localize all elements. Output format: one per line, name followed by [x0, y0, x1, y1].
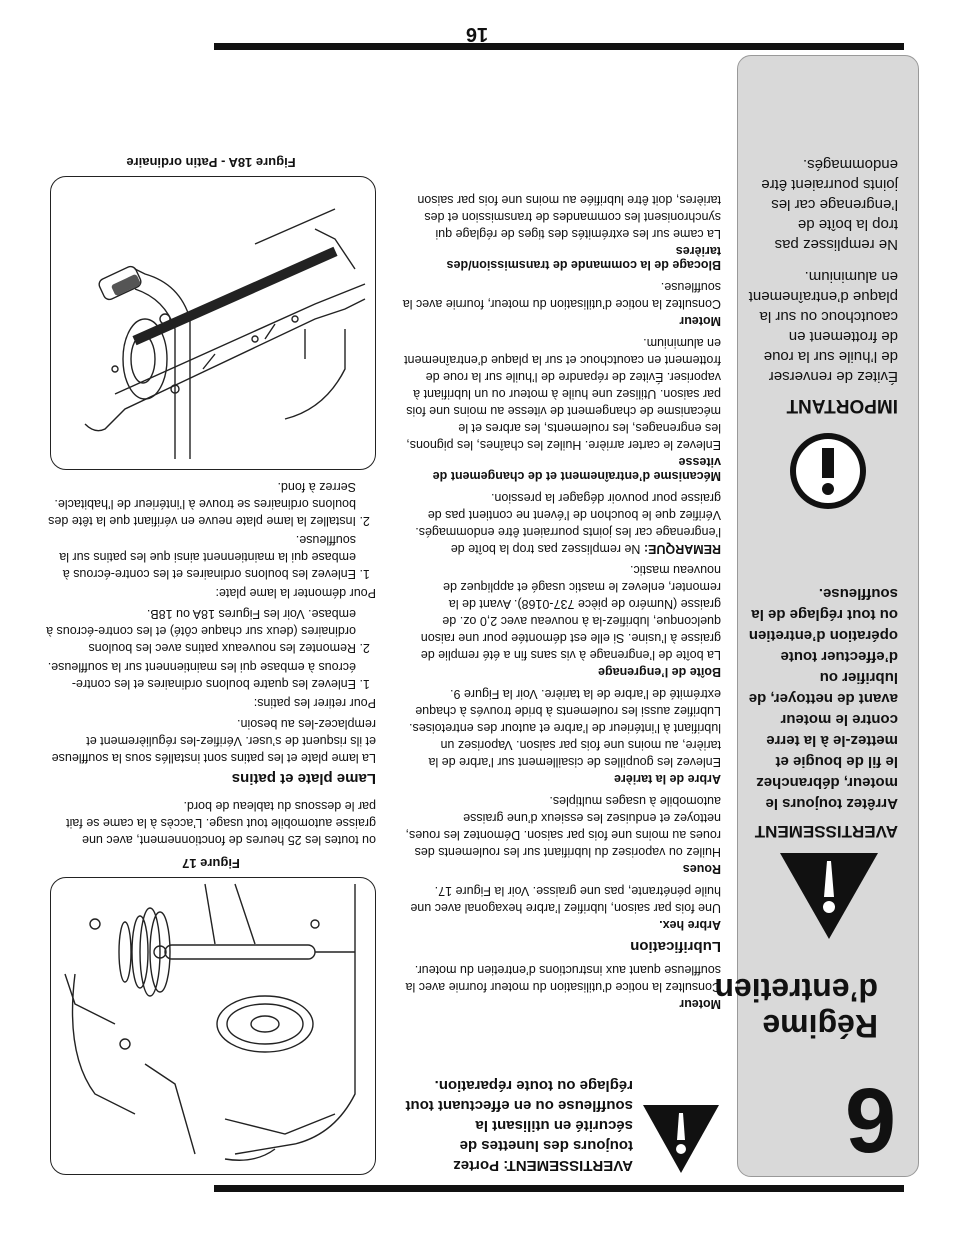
- middle-column: [401, 55, 721, 1175]
- patins-step: 1. Enlevez les quatre boulons ordinaires et les contre-écrous à embase qui les maintiennent sur la souffleuse.: [46, 658, 356, 692]
- roues-text: Huilez ou vaporisez du lubrifiant sur les roulements des roues au moins une fois par saison. Démontez les roues, nettoyez et enduisez les essieux d’une graisse automobile à usages multiples.: [405, 794, 721, 859]
- remarque-label: REMARQUE:: [643, 542, 721, 556]
- lame-heading: Lame plate et patins: [231, 770, 376, 787]
- tariere-text: Enlevez les goupilles de cisaillement sur l’arbre de la tarière, au moins une fois par saison. Vaporisez un lubrifiant à l’intérieur de l’arbre et autour des entretoises. Lubrifiez aussi les roulements à bride trouvés à chaque extrémité de l’arbre de la tarière. Voir la Figure 9.: [409, 687, 721, 769]
- boite-text: La boîte de l’engrenage à vis sans fin a été remplie de graisse à l’usine. Si elle est démontée pour une raison quelconque, lubrifiez-la à nouveau avec 2,0 oz. de graisse (Numéro de pièce 737-0168). Avant de la remonter, enlevez le mastic usagé et appliquez de nouveau mastic.: [420, 563, 721, 662]
- right-column: [46, 55, 376, 1175]
- mecanisme-text: Enlevez le carter arrière. Huilez les chaînes, les pignons, les engrenages, les roulements, les arbres et le mécanisme de changement de vitesse au moins une fois par saison. Utilisez une huile à moteur ou un lubrifiant à vaporiser. Évitez de répandre de l’huile sur la roue de frottement en caoutchouc et sur la plaque d’entraînement en aluminium.: [404, 336, 721, 452]
- lame-step: 1. Enlevez les boulons ordinaires et les contre-écrous à embase qui la maintiennent ainsi que les patins sur la souffleuse.: [46, 531, 356, 582]
- sidebar-important-heading: IMPORTANT: [786, 395, 898, 416]
- page-number: 16: [465, 23, 489, 45]
- boite-heading: Boîte de l’engrenage: [598, 665, 721, 679]
- mecanisme-heading: Mécanisme d’entraînement et de changement de vitesse: [432, 455, 721, 483]
- patins-step: 2. Remontez les nouveaux patins avec les boulons ordinaires (deux sur chaque côté) et les contre-écrous à embase. Voir les Figures 18A ou 18B.: [46, 605, 356, 656]
- lame-lead: Pour démonter la lame plate:: [215, 586, 376, 600]
- patins-lead: Pour retirer les patins:: [253, 696, 376, 710]
- top-rule: [214, 1185, 904, 1192]
- chapter-title-line2: d’entretien: [714, 972, 878, 1008]
- lubrification-heading: Lubrification: [630, 938, 721, 955]
- sidebar-important-body: [748, 154, 898, 386]
- warning-triangle-icon: [641, 1103, 721, 1175]
- patins-steps: [46, 605, 376, 692]
- arbre-hex-heading: Arbre hex.: [659, 918, 721, 932]
- roues-heading: Roues: [682, 862, 721, 876]
- moteur2-text: Consultez la notice d’utilisation du moteur, fournie avec la souffleuse.: [402, 280, 721, 311]
- figure-18a-illustration: [50, 176, 376, 470]
- blocage-text: La came sur les extrémités des tiges de réglage qui synchronisent les commandes de transmission et des tarières, doit être lubrifiée au moins une fois par saison: [417, 193, 721, 241]
- figure-18a-caption: Figure 18A - Patin ordinaire: [126, 155, 296, 170]
- moteur-text: Consultez la notice d’utilisation du moteur fournie avec la souffleuse quant aux instructions d’entretien du moteur.: [405, 963, 721, 994]
- chapter-number: 6: [844, 1069, 896, 1171]
- figure-17-illustration: [50, 877, 376, 1175]
- chapter-title: [714, 972, 878, 1044]
- chapter-sidebar: [714, 55, 919, 1177]
- moteur-heading: Moteur: [679, 997, 721, 1011]
- remarque-text: Ne remplissez pas trop la boîte de l’engrenage car les joints pourraient être endommagés. Vérifiez que le bouchon de l’évent ne contient pas de graisse pour pouvoir dégager la pression.: [415, 491, 721, 556]
- tariere-heading: Arbre de la tarière: [614, 772, 721, 786]
- chapter-title-line1: Régime: [762, 1008, 878, 1044]
- important-info-icon: [788, 431, 868, 511]
- hex-shaft-drawing: [51, 878, 375, 1174]
- safety-warning-box: [401, 1017, 721, 1175]
- warning-triangle-icon: [778, 851, 880, 941]
- sidebar-important-text-2: Ne remplissez pas trop la boîte de l’engrenage car les joints pourraient être endommagés.: [761, 156, 898, 253]
- figure-17-caption: Figure 17: [182, 856, 240, 871]
- figure-17-continued-text: ou toutes les 25 heures de fonctionnement, avec une graisse automobile tout usage. L’accès à la came se fait par le dessous du tableau de bord.: [66, 799, 376, 847]
- blocage-heading: Blocage de la commande de transmission/des tarières: [446, 244, 721, 272]
- lame-step: 2. Installez la lame plate neuve en vérifiant que la tête des boulons ordinaires se trouve à l’intérieur de l’habitacle. Serrez à fond.: [46, 478, 356, 529]
- arbre-hex-text: Une fois par saison, lubrifiez l’arbre hexagonal avec une huile pénétrante, pas une graisse. Voir la Figure 17.: [410, 884, 721, 915]
- lame-text: La lame plate et les patins sont installés sous la souffleuse et ils risquent de s’user. Vérifiez-les régulièrement et remplacez-les au besoin.: [51, 717, 376, 765]
- moteur2-heading: Moteur: [679, 314, 721, 328]
- lame-steps: [46, 478, 376, 582]
- sidebar-important-text-1: Évitez de renverser de l’huile sur la roue de frottement en caoutchouc ou sur la plaque d’entraînement en aluminium.: [748, 268, 898, 385]
- sidebar-warning-text: Arrêtez toujours le moteur, débranchez le fil de bougie et mettez-le à la terre contre le moteur avant de nettoyer, de lubrifier ou d’effectuer toute opération d’entretien ou tout réglage de la souffleuse.: [748, 585, 898, 812]
- skid-shoe-drawing: [51, 177, 375, 469]
- remarque-paragraph: [401, 489, 721, 557]
- safety-warning-text: AVERTISSEMENT: Portez toujours des lunettes de sécurité en utilisant la souffleuse ou en effectuant tout réglage ou toute réparation.: [405, 1077, 633, 1174]
- sidebar-warning-heading: AVERTISSEMENT: [754, 822, 898, 841]
